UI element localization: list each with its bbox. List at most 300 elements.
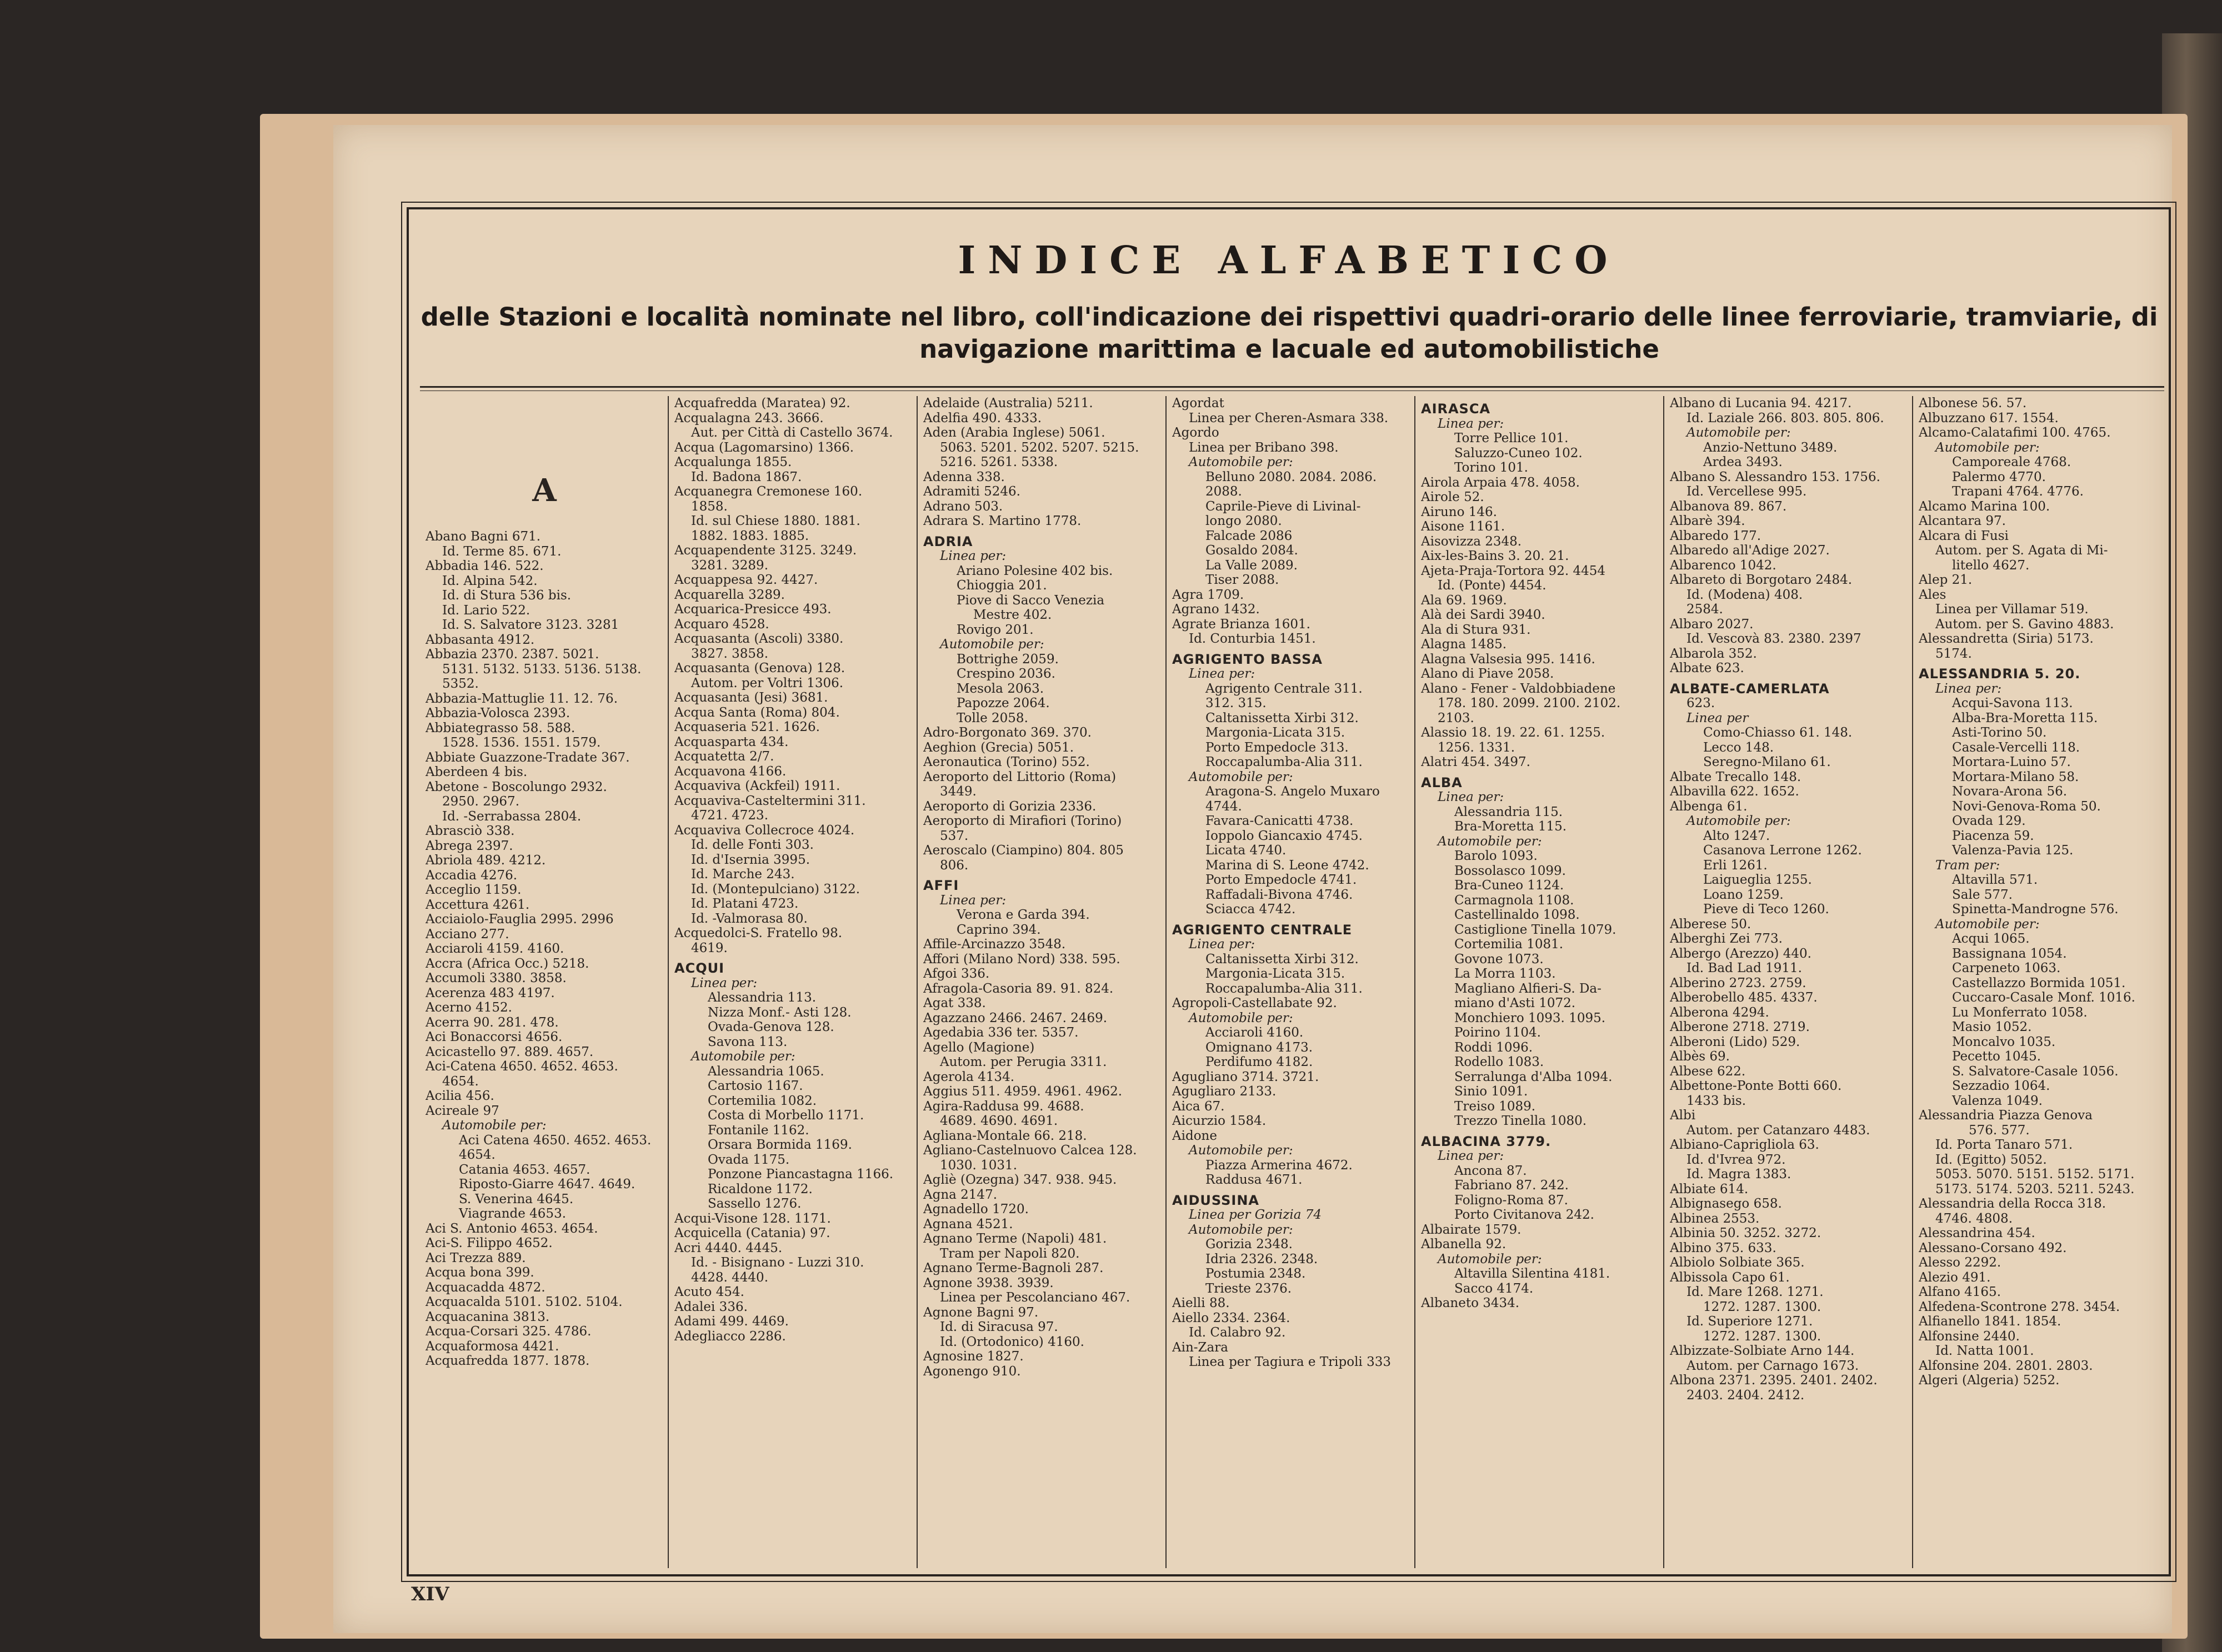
index-entry: Aicurzio 1584. — [1172, 1114, 1267, 1128]
index-entry: Acquaviva (Ackfeil) 1911. — [674, 779, 840, 793]
index-entry: Linea per Villamar 519. — [1935, 602, 2089, 617]
index-entry: Albaredo 177. — [1670, 528, 1761, 543]
index-entry: Casanova Lerrone 1262. — [1703, 843, 1862, 858]
index-entry: Trezzo Tinella 1080. — [1454, 1114, 1587, 1128]
index-entry: 1030. 1031. — [940, 1158, 1017, 1173]
index-entry: ALBA — [1421, 775, 1463, 790]
index-entry: Abbadia 146. 522. — [426, 559, 544, 573]
index-entry: Algeri (Algeria) 5252. — [1919, 1373, 2060, 1388]
index-entry: Aeghion (Grecia) 5051. — [923, 740, 1074, 755]
index-entry: Torre Pellice 101. — [1454, 431, 1569, 445]
index-entry: Cortemilia 1082. — [708, 1093, 817, 1108]
index-entry: Perdifumo 4182. — [1205, 1055, 1313, 1069]
index-entry: Roccapalumba-Alia 311. — [1205, 755, 1363, 769]
index-entry: Linea per: — [1438, 1149, 1504, 1163]
index-entry: Accumoli 3380. 3858. — [426, 971, 567, 985]
index-entry: 4428. 4440. — [691, 1270, 768, 1285]
index-entry: Alberona 4294. — [1670, 1005, 1769, 1020]
index-entry: Adrara S. Martino 1778. — [923, 514, 1082, 528]
index-entry: Porto Empedocle 4741. — [1205, 873, 1357, 887]
index-entry: 312. 315. — [1205, 696, 1267, 710]
index-entry: Camporeale 4768. — [1952, 455, 2071, 469]
index-entry: Acuto 454. — [674, 1285, 744, 1299]
index-entry: Castellinaldo 1098. — [1454, 908, 1580, 922]
index-entry: Falcade 2086 — [1205, 528, 1293, 543]
index-entry: 1272. 1287. 1300. — [1703, 1329, 1821, 1344]
index-entry: Acquaformosa 4421. — [426, 1339, 559, 1354]
index-entry: Acquappesa 92. 4427. — [674, 573, 818, 587]
index-entry: Albanella 92. — [1421, 1237, 1507, 1251]
index-entry: Id. (Montepulciano) 3122. — [691, 882, 860, 897]
index-entry: Albona 2371. 2395. 2401. 2402. — [1670, 1373, 1878, 1388]
index-entry: Valenza-Pavia 125. — [1952, 843, 2074, 858]
index-entry: Favara-Canicatti 4738. — [1205, 814, 1354, 828]
index-entry: 5131. 5132. 5133. 5136. 5138. — [442, 662, 642, 677]
index-entry: Id. Lario 522. — [442, 603, 531, 618]
index-entry: Alassio 18. 19. 22. 61. 1255. — [1421, 725, 1605, 740]
index-entry: Acquafredda (Maratea) 92. — [674, 396, 850, 411]
index-entry: 537. — [940, 828, 969, 843]
index-column — [1167, 396, 1415, 1568]
index-entry: Id. di Siracusa 97. — [940, 1320, 1058, 1334]
index-entry: Abrega 2397. — [426, 838, 513, 853]
index-entry: Acerenza 483 4197. — [426, 985, 555, 1000]
index-entry: Ioppolo Giancaxio 4745. — [1205, 828, 1363, 843]
index-entry: Acquarella 3289. — [674, 587, 785, 602]
index-entry: Automobile per: — [1189, 1222, 1293, 1237]
index-entry: Tolle 2058. — [957, 710, 1028, 725]
index-entry: Id. (Ortodonico) 4160. — [940, 1334, 1084, 1349]
index-entry: Alto 1247. — [1703, 828, 1770, 843]
index-entry: Albergo (Arezzo) 440. — [1670, 946, 1811, 961]
index-entry: A — [532, 474, 557, 507]
index-entry: Viagrande 4653. — [459, 1207, 567, 1221]
index-entry: Govone 1073. — [1454, 952, 1544, 967]
index-entry: Acquafredda 1877. 1878. — [426, 1354, 590, 1368]
index-entry: Fontanile 1162. — [708, 1123, 809, 1138]
index-entry: 1256. 1331. — [1438, 740, 1515, 755]
index-entry: Laigueglia 1255. — [1703, 873, 1812, 887]
index-entry: Airola Arpaia 478. 4058. — [1421, 475, 1580, 490]
index-entry: Aeroporto del Littorio (Roma) — [923, 769, 1117, 784]
index-entry: Acqui-Savona 113. — [1952, 696, 2073, 710]
index-entry: Automobile per: — [1935, 440, 2040, 455]
index-entry: 2584. — [1686, 602, 1723, 617]
index-entry: Acquaro 4528. — [674, 617, 769, 632]
index-entry: Ovada 1175. — [708, 1152, 790, 1167]
index-entry: La Valle 2089. — [1205, 558, 1298, 573]
index-entry: Agnana 4521. — [923, 1217, 1013, 1232]
index-entry: Alessano-Corsano 492. — [1919, 1240, 2067, 1255]
index-entry: Aci Bonaccorsi 4656. — [426, 1030, 563, 1044]
index-entry: 2088. — [1205, 484, 1242, 499]
index-entry: Rodello 1083. — [1454, 1055, 1544, 1069]
page-frame — [407, 207, 2171, 1576]
index-entry: Adalei 336. — [674, 1299, 748, 1314]
index-entry: 4619. — [691, 940, 728, 955]
index-entry: Alberino 2723. 2759. — [1670, 975, 1806, 990]
index-entry: 623. — [1686, 696, 1715, 710]
index-entry: Sinio 1091. — [1454, 1084, 1528, 1099]
index-entry: ALESSANDRIA 5. 20. — [1919, 667, 2081, 682]
index-entry: Alessandrina 454. — [1919, 1226, 2035, 1240]
index-entry: Roddi 1096. — [1454, 1040, 1533, 1055]
index-entry: Monchiero 1093. 1095. — [1454, 1010, 1606, 1025]
index-entry: Rovigo 201. — [957, 622, 1034, 637]
index-entry: Alessandria 1065. — [708, 1064, 824, 1079]
index-entry: Id. - Bisignano - Luzzi 310. — [691, 1255, 864, 1270]
index-entry: Aci-S. Filippo 4652. — [426, 1236, 553, 1250]
index-entry: Agnano Terme-Bagnoli 287. — [923, 1261, 1104, 1275]
index-entry: Aci Catena 4650. 4652. 4653. — [459, 1133, 652, 1148]
page-number: XIV — [411, 1583, 449, 1605]
index-entry: Id. di Stura 536 bis. — [442, 588, 572, 603]
index-entry: Id. delle Fonti 303. — [691, 838, 814, 852]
index-entry: Alessandria 115. — [1454, 804, 1563, 819]
index-entry: Albano S. Alessandro 153. 1756. — [1670, 469, 1880, 484]
index-entry: Trieste 2376. — [1205, 1281, 1292, 1296]
index-entry: Acquarica-Presicce 493. — [674, 602, 832, 617]
index-entry: Agrigento Centrale 311. — [1205, 681, 1363, 696]
index-entry: Agnone 3938. 3939. — [923, 1275, 1054, 1290]
index-entry: Carmagnola 1108. — [1454, 893, 1574, 908]
index-entry: Automobile per: — [691, 1049, 795, 1064]
index-entry: Agira-Raddusa 99. 4688. — [923, 1099, 1084, 1114]
index-entry: 2103. — [1438, 710, 1474, 725]
index-entry: Aeroscalo (Ciampino) 804. 805 — [923, 843, 1124, 858]
index-entry: Sassello 1276. — [708, 1197, 802, 1211]
index-entry: Bassignana 1054. — [1952, 946, 2067, 961]
index-entry: Acqualagna 243. 3666. — [674, 411, 824, 425]
index-entry: Agropoli-Castellabate 92. — [1172, 996, 1337, 1010]
index-entry: 1528. 1536. 1551. 1579. — [442, 735, 601, 750]
index-entry: Linea per Cheren-Asmara 338. — [1189, 411, 1389, 425]
index-entry: Sacco 4174. — [1454, 1281, 1534, 1296]
index-entry: Loano 1259. — [1703, 887, 1784, 902]
index-entry: Alagna 1485. — [1421, 637, 1507, 652]
index-entry: Albaneto 3434. — [1421, 1296, 1520, 1310]
index-entry: Serralunga d'Alba 1094. — [1454, 1069, 1613, 1084]
index-entry: Ponzone Piancastagna 1166. — [708, 1167, 894, 1182]
index-entry: Catania 4653. 4657. — [459, 1162, 590, 1177]
index-entry: Saluzzo-Cuneo 102. — [1454, 445, 1583, 460]
index-entry: Alcantara 97. — [1919, 514, 2006, 528]
index-entry: Agonengo 910. — [923, 1364, 1021, 1379]
index-entry: miano d'Asti 1072. — [1454, 996, 1576, 1010]
index-entry: Abbasanta 4912. — [426, 632, 535, 647]
index-entry: litello 4627. — [1952, 558, 2030, 573]
index-entry: Ales — [1919, 587, 1946, 602]
index-entry: Adenna 338. — [923, 469, 1005, 484]
index-entry: Acquedolci-S. Fratello 98. — [674, 926, 843, 940]
index-entry: Automobile per: — [1438, 1251, 1542, 1266]
index-entry: Cortemilia 1081. — [1454, 937, 1564, 952]
index-entry: Alberghi Zei 773. — [1670, 932, 1783, 946]
index-entry: Id. Porta Tanaro 571. — [1935, 1138, 2073, 1152]
index-entry: Albano di Lucania 94. 4217. — [1670, 396, 1852, 411]
index-entry: Ala di Stura 931. — [1421, 622, 1531, 637]
index-entry: S. Venerina 4645. — [459, 1192, 574, 1207]
index-entry: Bottrighe 2059. — [957, 652, 1059, 667]
index-entry: Tram per: — [1935, 858, 2000, 873]
index-entry: Alessandria della Rocca 318. — [1919, 1197, 2106, 1211]
index-entry: Marina di S. Leone 4742. — [1205, 858, 1369, 873]
index-entry: Agordat — [1172, 396, 1224, 411]
index-entry: Margonia-Licata 315. — [1205, 725, 1345, 740]
index-entry: Acquasanta (Ascoli) 3380. — [674, 632, 844, 646]
index-entry: ACQUI — [674, 961, 725, 976]
index-entry: Casale-Vercelli 118. — [1952, 740, 2080, 755]
index-entry: Linea per: — [1438, 790, 1504, 804]
index-entry: Linea per Bribano 398. — [1189, 440, 1339, 455]
index-entry: Alano di Piave 2058. — [1421, 667, 1554, 681]
index-entry: Linea per: — [940, 893, 1007, 908]
index-entry: Sezzadio 1064. — [1952, 1079, 2050, 1093]
index-entry: Acceglio 1159. — [426, 883, 522, 897]
index-entry: Alberese 50. — [1670, 917, 1751, 932]
index-entry: Albiolo Solbiate 365. — [1670, 1255, 1805, 1270]
index-entry: Id. Badona 1867. — [691, 469, 802, 484]
index-entry: Automobile per: — [1189, 769, 1293, 784]
index-entry: Albaredo all'Adige 2027. — [1670, 543, 1830, 558]
index-entry: Linea per — [1686, 710, 1749, 725]
index-entry: Automobile per: — [1189, 455, 1293, 469]
index-entry: Piacenza 59. — [1952, 828, 2034, 843]
index-entry: Caprino 394. — [957, 922, 1041, 937]
index-entry: Acqui 1065. — [1952, 932, 2030, 946]
index-entry: Aeroporto di Gorizia 2336. — [923, 799, 1097, 814]
index-entry: Ala 69. 1969. — [1421, 593, 1507, 608]
index-entry: Id. d'Isernia 3995. — [691, 852, 810, 867]
index-entry: Caltanissetta Xirbi 312. — [1205, 710, 1359, 725]
index-entry: Bra-Cuneo 1124. — [1454, 878, 1564, 893]
index-entry: Crespino 2036. — [957, 667, 1055, 681]
index-entry: 5216. 5261. 5338. — [940, 455, 1058, 469]
index-entry: Acciaroli 4159. 4160. — [426, 942, 564, 956]
index-entry: Alberoni (Lido) 529. — [1670, 1034, 1800, 1049]
index-entry: Agugliaro 2133. — [1172, 1084, 1277, 1099]
index-entry: Pecetto 1045. — [1952, 1049, 2041, 1064]
index-entry: Moncalvo 1035. — [1952, 1034, 2056, 1049]
index-entry: Porto Empedocle 313. — [1205, 740, 1349, 755]
index-entry: Albarenco 1042. — [1670, 558, 1776, 573]
index-entry: Aica 67. — [1172, 1099, 1225, 1114]
index-entry: Autom. per Carnago 1673. — [1686, 1358, 1859, 1373]
index-entry: Albi — [1670, 1108, 1696, 1123]
index-entry: Ovada-Genova 128. — [708, 1020, 834, 1034]
index-entry: AIRASCA — [1421, 402, 1491, 417]
index-column — [1664, 396, 1913, 1568]
index-entry: 4746. 4808. — [1935, 1211, 2013, 1226]
index-entry: Automobile per: — [1189, 1143, 1293, 1158]
index-entry: Belluno 2080. 2084. 2086. — [1205, 469, 1377, 484]
index-entry: Acciaroli 4160. — [1205, 1025, 1304, 1040]
index-entry: Acquaviva-Casteltermini 311. — [674, 793, 866, 808]
index-entry: Mortara-Luino 57. — [1952, 755, 2071, 769]
index-entry: ADRIA — [923, 534, 973, 549]
index-entry: Alep 21. — [1919, 573, 1973, 587]
index-entry: Linea per Gorizia 74 — [1189, 1208, 1322, 1222]
index-entry: Id. Superiore 1271. — [1686, 1314, 1813, 1329]
index-entry: 806. — [940, 858, 969, 873]
index-entry: Alezio 491. — [1919, 1270, 1991, 1285]
index-entry: 1272. 1287. 1300. — [1703, 1299, 1821, 1314]
index-entry: Piazza Armerina 4672. — [1205, 1158, 1353, 1173]
index-column — [1913, 396, 2162, 1568]
index-entry: Orsara Bormida 1169. — [708, 1138, 852, 1152]
index-entry: Costa di Morbello 1171. — [708, 1108, 864, 1123]
index-entry: Abano Bagni 671. — [426, 529, 541, 544]
index-entry: Agedabia 336 ter. 5357. — [923, 1025, 1079, 1040]
index-entry: Novi-Genova-Roma 50. — [1952, 799, 2101, 814]
index-entry: Id. (Ponte) 4454. — [1438, 578, 1547, 593]
index-entry: Albino 375. 633. — [1670, 1240, 1776, 1255]
index-entry: Adegliacco 2286. — [674, 1329, 786, 1344]
index-entry: Roccapalumba-Alia 311. — [1205, 981, 1363, 996]
index-entry: Albate 623. — [1670, 661, 1744, 675]
index-entry: Autom. per Perugia 3311. — [940, 1055, 1107, 1069]
index-entry: 1858. — [691, 499, 728, 514]
index-entry: Accadia 4276. — [426, 868, 518, 883]
index-entry: Raddusa 4671. — [1205, 1173, 1303, 1187]
index-entry: Adelaide (Australia) 5211. — [923, 396, 1093, 411]
index-entry: Acqua-Corsari 325. 4786. — [426, 1324, 592, 1339]
index-entry: Afragola-Casoria 89. 91. 824. — [923, 981, 1114, 996]
index-entry: Acicastello 97. 889. 4657. — [426, 1044, 594, 1059]
index-entry: 2403. 2404. 2412. — [1686, 1388, 1805, 1403]
index-entry: Automobile per: — [940, 637, 1044, 652]
index-entry: Agnadello 1720. — [923, 1202, 1029, 1217]
index-entry: Spinetta-Mandrogne 576. — [1952, 902, 2119, 917]
index-entry: Trapani 4764. 4776. — [1952, 484, 2084, 499]
index-entry: Alberobello 485. 4337. — [1670, 990, 1818, 1005]
index-entry: Id. Vercellese 995. — [1686, 484, 1807, 499]
index-entry: Agliano-Castelnuovo Calcea 128. — [923, 1143, 1137, 1158]
index-entry: Accra (Africa Occ.) 5218. — [426, 956, 589, 971]
index-entry: Id. -Serrabassa 2804. — [442, 809, 582, 824]
index-entry: Alagna Valsesia 995. 1416. — [1421, 652, 1595, 667]
index-entry: Riposto-Giarre 4647. 4649. — [459, 1177, 635, 1192]
index-entry: 1882. 1883. 1885. — [691, 528, 809, 543]
index-entry: Albuzzano 617. 1554. — [1919, 411, 2059, 425]
index-entry: Id. S. Salvatore 3123. 3281 — [442, 618, 619, 632]
index-entry: Id. Laziale 266. 803. 805. 806. — [1686, 411, 1884, 425]
index-entry: 5352. — [442, 677, 479, 691]
index-entry: Automobile per: — [1438, 834, 1542, 849]
index-entry: 576. 577. — [1969, 1123, 2030, 1138]
index-entry: Agugliano 3714. 3721. — [1172, 1069, 1319, 1084]
index-entry: La Morra 1103. — [1454, 967, 1556, 981]
index-entry: Linea per: — [1189, 667, 1255, 681]
index-entry: Castellazzo Bormida 1051. — [1952, 975, 2126, 990]
index-entry: Bra-Moretta 115. — [1454, 819, 1567, 834]
index-entry: Automobile per: — [1686, 814, 1791, 828]
index-entry: ALBATE-CAMERLATA — [1670, 681, 1830, 696]
index-entry: Aut. per Città di Castello 3674. — [691, 425, 893, 440]
index-entry: Bossolasco 1099. — [1454, 863, 1566, 878]
index-entry: AFFI — [923, 878, 959, 893]
index-entry: Aeronautica (Torino) 552. — [923, 755, 1090, 769]
index-entry: Adrano 503. — [923, 499, 1003, 514]
index-entry: Id. Natta 1001. — [1935, 1344, 2034, 1358]
index-entry: S. Salvatore-Casale 1056. — [1952, 1064, 2119, 1079]
index-entry: Affile-Arcinazzo 3548. — [923, 937, 1066, 952]
index-entry: Anzio-Nettuno 3489. — [1703, 440, 1838, 455]
index-entry: Savona 113. — [708, 1034, 788, 1049]
index-entry: Alfano 4165. — [1919, 1285, 2001, 1299]
index-entry: Aisone 1161. — [1421, 519, 1505, 534]
index-entry: Lu Monferrato 1058. — [1952, 1005, 2088, 1020]
index-entry: Nizza Monf.- Asti 128. — [708, 1005, 852, 1020]
index-entry: Alfonsine 204. 2801. 2803. — [1919, 1358, 2093, 1373]
index-entry: Mestre 402. — [973, 608, 1052, 622]
index-entry: Albenga 61. — [1670, 799, 1748, 814]
index-entry: Alessandria Piazza Genova — [1919, 1108, 2093, 1123]
index-entry: Ricaldone 1172. — [708, 1182, 813, 1197]
index-entry: Aeroporto di Mirafiori (Torino) — [923, 814, 1122, 828]
index-entry: Agordo — [1172, 425, 1219, 440]
index-entry: Alcamo-Calatafimi 100. 4765. — [1919, 425, 2111, 440]
index-entry: Id. d'Ivrea 972. — [1686, 1152, 1786, 1167]
index-entry: Abbazia-Volosca 2393. — [426, 706, 570, 720]
index-entry: Alfonsine 2440. — [1919, 1329, 2020, 1344]
index-entry: Lecco 148. — [1703, 740, 1774, 755]
index-entry: Carpeneto 1063. — [1952, 961, 2061, 975]
index-entry: Mortara-Milano 58. — [1952, 769, 2079, 784]
index-entry: Abriola 489. 4212. — [426, 853, 546, 868]
index-entry: Acquasparta 434. — [674, 734, 789, 749]
index-entry: Albès 69. — [1670, 1049, 1730, 1064]
index-entry: Aden (Arabia Inglese) 5061. — [923, 425, 1105, 440]
index-entry: Aggius 511. 4959. 4961. 4962. — [923, 1084, 1123, 1099]
index-entry: Agnosine 1827. — [923, 1349, 1024, 1364]
index-entry: Omignano 4173. — [1205, 1040, 1313, 1055]
index-entry: AGRIGENTO BASSA — [1172, 652, 1323, 667]
index-entry: Afgoi 336. — [923, 967, 990, 981]
index-entry: Albinea 2553. — [1670, 1211, 1760, 1226]
index-entry: Acerra 90. 281. 478. — [426, 1015, 559, 1030]
index-entry: Raffadali-Bivona 4746. — [1205, 887, 1353, 902]
index-entry: Verona e Garda 394. — [957, 908, 1090, 922]
index-entry: Albinia 50. 3252. 3272. — [1670, 1226, 1821, 1240]
index-entry: Aiello 2334. 2364. — [1172, 1310, 1290, 1325]
index-entry: Acqualunga 1855. — [674, 455, 792, 469]
index-entry: Valenza 1049. — [1952, 1093, 2043, 1108]
index-entry: Acquatetta 2/7. — [674, 749, 774, 764]
index-entry: Alberone 2718. 2719. — [1670, 1020, 1810, 1034]
index-entry: Abbiategrasso 58. 588. — [426, 720, 575, 735]
index-entry: Novara-Arona 56. — [1952, 784, 2068, 799]
index-entry: Albese 622. — [1670, 1064, 1746, 1079]
index-entry: 5053. 5070. 5151. 5152. 5171. — [1935, 1167, 2135, 1182]
index-entry: Accettura 4261. — [426, 897, 530, 912]
index-entry: Id. -Valmorasa 80. — [691, 911, 808, 926]
index-entry: Gorizia 2348. — [1205, 1237, 1293, 1251]
index-entry: Poirino 1104. — [1454, 1025, 1541, 1040]
index-entry: Acquasanta (Jesi) 3681. — [674, 690, 828, 705]
index-entry: Albissola Capo 61. — [1670, 1270, 1790, 1285]
index-entry: Margonia-Licata 315. — [1205, 967, 1345, 981]
index-entry: Altavilla 571. — [1952, 873, 2038, 887]
index-entry: Airuno 146. — [1421, 504, 1497, 519]
index-entry: longo 2080. — [1205, 514, 1282, 528]
index-entry: Alfianello 1841. 1854. — [1919, 1314, 2061, 1329]
index-entry: Acquicella (Catania) 97. — [674, 1226, 830, 1240]
index-entry: Id. Marche 243. — [691, 867, 795, 882]
index-entry: Abbazia 2370. 2387. 5021. — [426, 647, 599, 662]
index-entry: 4654. — [459, 1148, 496, 1162]
index-column — [918, 396, 1167, 1568]
